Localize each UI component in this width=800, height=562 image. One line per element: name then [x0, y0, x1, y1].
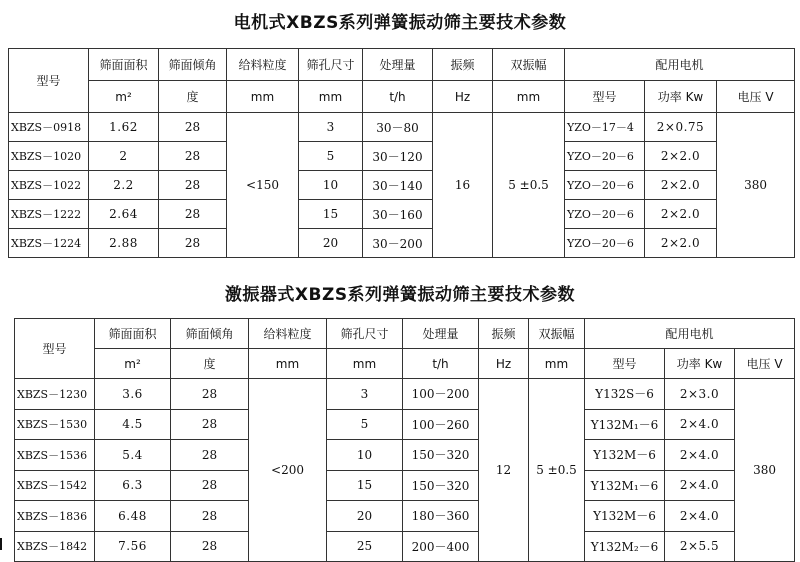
unit-feed: mm	[227, 81, 299, 113]
header-voltage: 电压 V	[735, 349, 795, 379]
cell-mesh: 15	[299, 200, 363, 229]
cell-freq: 12	[479, 379, 529, 562]
table2-title: 激振器式XBZS系列弹簧振动筛主要技术参数	[224, 285, 576, 305]
header-area: 筛面面积	[95, 319, 171, 349]
cell-power: 2×2.0	[645, 200, 717, 229]
cell-capacity: 30－80	[363, 113, 433, 142]
cell-power: 2×2.0	[645, 142, 717, 171]
cell-voltage: 380	[717, 113, 795, 258]
cell-power: 2×2.0	[645, 171, 717, 200]
header-angle: 筛面倾角	[171, 319, 249, 349]
cell-mesh: 20	[299, 229, 363, 258]
cell-area: 6.3	[95, 470, 171, 501]
cell-voltage: 380	[735, 379, 795, 562]
table-row	[9, 142, 795, 171]
cell-angle: 28	[159, 142, 227, 171]
header-model: 型号	[15, 319, 95, 379]
header-motor-model: 型号	[565, 81, 645, 113]
table-row	[15, 501, 795, 532]
unit-feed: mm	[249, 349, 327, 379]
left-edge-mark	[0, 538, 2, 550]
cell-capacity: 200－400	[403, 531, 479, 562]
cell-area: 3.6	[95, 379, 171, 410]
header-mesh: 筛孔尺寸	[299, 49, 363, 81]
header-freq: 振频	[433, 49, 493, 81]
cell-power: 2×4.0	[665, 470, 735, 501]
header-capacity: 处理量	[403, 319, 479, 349]
unit-mesh: mm	[327, 349, 403, 379]
unit-freq: Hz	[479, 349, 529, 379]
cell-power: 2×3.0	[665, 379, 735, 410]
unit-area: m²	[95, 349, 171, 379]
cell-motor-model: Y132M－6	[585, 501, 665, 532]
cell-amp: 5 ±0.5	[529, 379, 585, 562]
cell-capacity: 180－360	[403, 501, 479, 532]
header-motor: 配用电机	[585, 319, 795, 349]
unit-capacity: t/h	[403, 349, 479, 379]
table-row	[15, 440, 795, 471]
cell-feed: <200	[249, 379, 327, 562]
cell-mesh: 5	[299, 142, 363, 171]
cell-model: XBZS－1536	[15, 440, 95, 471]
cell-model: XBZS－1230	[15, 379, 95, 410]
cell-power: 2×0.75	[645, 113, 717, 142]
header-angle: 筛面倾角	[159, 49, 227, 81]
header-power: 功率 Kw	[645, 81, 717, 113]
cell-capacity: 150－320	[403, 470, 479, 501]
cell-motor-model: Y132S－6	[585, 379, 665, 410]
table1-title: 电机式XBZS系列弹簧振动筛主要技术参数	[233, 13, 567, 33]
cell-motor-model: YZO－20－6	[565, 200, 645, 229]
cell-power: 2×4.0	[665, 409, 735, 440]
cell-model: XBZS－0918	[9, 113, 89, 142]
unit-freq: Hz	[433, 81, 493, 113]
cell-mesh: 25	[327, 531, 403, 562]
unit-angle: 度	[171, 349, 249, 379]
cell-model: XBZS－1542	[15, 470, 95, 501]
cell-angle: 28	[171, 440, 249, 471]
cell-motor-model: Y132M₂－6	[585, 531, 665, 562]
unit-capacity: t/h	[363, 81, 433, 113]
cell-motor-model: YZO－20－6	[565, 229, 645, 258]
table2-exciter-spec	[14, 318, 795, 562]
cell-feed: <150	[227, 113, 299, 258]
cell-angle: 28	[159, 200, 227, 229]
cell-motor-model: Y132M₁－6	[585, 409, 665, 440]
cell-area: 4.5	[95, 409, 171, 440]
cell-capacity: 30－120	[363, 142, 433, 171]
cell-capacity: 30－140	[363, 171, 433, 200]
table-row	[15, 531, 795, 562]
table-row	[9, 113, 795, 142]
cell-angle: 28	[171, 470, 249, 501]
cell-capacity: 30－200	[363, 229, 433, 258]
header-feed: 给料粒度	[249, 319, 327, 349]
cell-motor-model: YZO－20－6	[565, 142, 645, 171]
unit-angle: 度	[159, 81, 227, 113]
cell-mesh: 10	[299, 171, 363, 200]
cell-power: 2×2.0	[645, 229, 717, 258]
header-motor-model: 型号	[585, 349, 665, 379]
cell-power: 2×4.0	[665, 440, 735, 471]
cell-angle: 28	[171, 501, 249, 532]
header-area: 筛面面积	[89, 49, 159, 81]
cell-area: 7.56	[95, 531, 171, 562]
cell-model: XBZS－1530	[15, 409, 95, 440]
cell-model: XBZS－1842	[15, 531, 95, 562]
header-voltage: 电压 V	[717, 81, 795, 113]
cell-motor-model: YZO－17－4	[565, 113, 645, 142]
table1-electric-motor-spec	[8, 48, 795, 258]
header-feed: 给料粒度	[227, 49, 299, 81]
header-amp: 双振幅	[529, 319, 585, 349]
cell-area: 2	[89, 142, 159, 171]
cell-model: XBZS－1224	[9, 229, 89, 258]
cell-angle: 28	[171, 409, 249, 440]
unit-amp: mm	[493, 81, 565, 113]
header-power: 功率 Kw	[665, 349, 735, 379]
cell-power: 2×5.5	[665, 531, 735, 562]
cell-motor-model: YZO－20－6	[565, 171, 645, 200]
header-model: 型号	[9, 49, 89, 113]
table-row	[15, 470, 795, 501]
cell-mesh: 5	[327, 409, 403, 440]
header-freq: 振频	[479, 319, 529, 349]
cell-motor-model: Y132M－6	[585, 440, 665, 471]
cell-model: XBZS－1836	[15, 501, 95, 532]
cell-area: 5.4	[95, 440, 171, 471]
cell-freq: 16	[433, 113, 493, 258]
cell-mesh: 20	[327, 501, 403, 532]
cell-angle: 28	[159, 113, 227, 142]
cell-area: 1.62	[89, 113, 159, 142]
cell-amp: 5 ±0.5	[493, 113, 565, 258]
cell-area: 6.48	[95, 501, 171, 532]
header-motor: 配用电机	[565, 49, 795, 81]
header-amp: 双振幅	[493, 49, 565, 81]
unit-area: m²	[89, 81, 159, 113]
cell-mesh: 3	[299, 113, 363, 142]
header-mesh: 筛孔尺寸	[327, 319, 403, 349]
cell-angle: 28	[159, 171, 227, 200]
cell-motor-model: Y132M₁－6	[585, 470, 665, 501]
table-row	[9, 200, 795, 229]
cell-capacity: 100－200	[403, 379, 479, 410]
table-row	[9, 229, 795, 258]
cell-area: 2.64	[89, 200, 159, 229]
cell-model: XBZS－1222	[9, 200, 89, 229]
cell-capacity: 100－260	[403, 409, 479, 440]
table-row	[15, 409, 795, 440]
cell-area: 2.2	[89, 171, 159, 200]
cell-angle: 28	[171, 531, 249, 562]
cell-model: XBZS－1022	[9, 171, 89, 200]
unit-amp: mm	[529, 349, 585, 379]
cell-mesh: 15	[327, 470, 403, 501]
cell-model: XBZS－1020	[9, 142, 89, 171]
cell-mesh: 3	[327, 379, 403, 410]
cell-power: 2×4.0	[665, 501, 735, 532]
cell-capacity: 30－160	[363, 200, 433, 229]
table-row	[9, 171, 795, 200]
header-capacity: 处理量	[363, 49, 433, 81]
table-row	[15, 379, 795, 410]
cell-angle: 28	[159, 229, 227, 258]
cell-capacity: 150－320	[403, 440, 479, 471]
cell-mesh: 10	[327, 440, 403, 471]
unit-mesh: mm	[299, 81, 363, 113]
cell-area: 2.88	[89, 229, 159, 258]
cell-angle: 28	[171, 379, 249, 410]
